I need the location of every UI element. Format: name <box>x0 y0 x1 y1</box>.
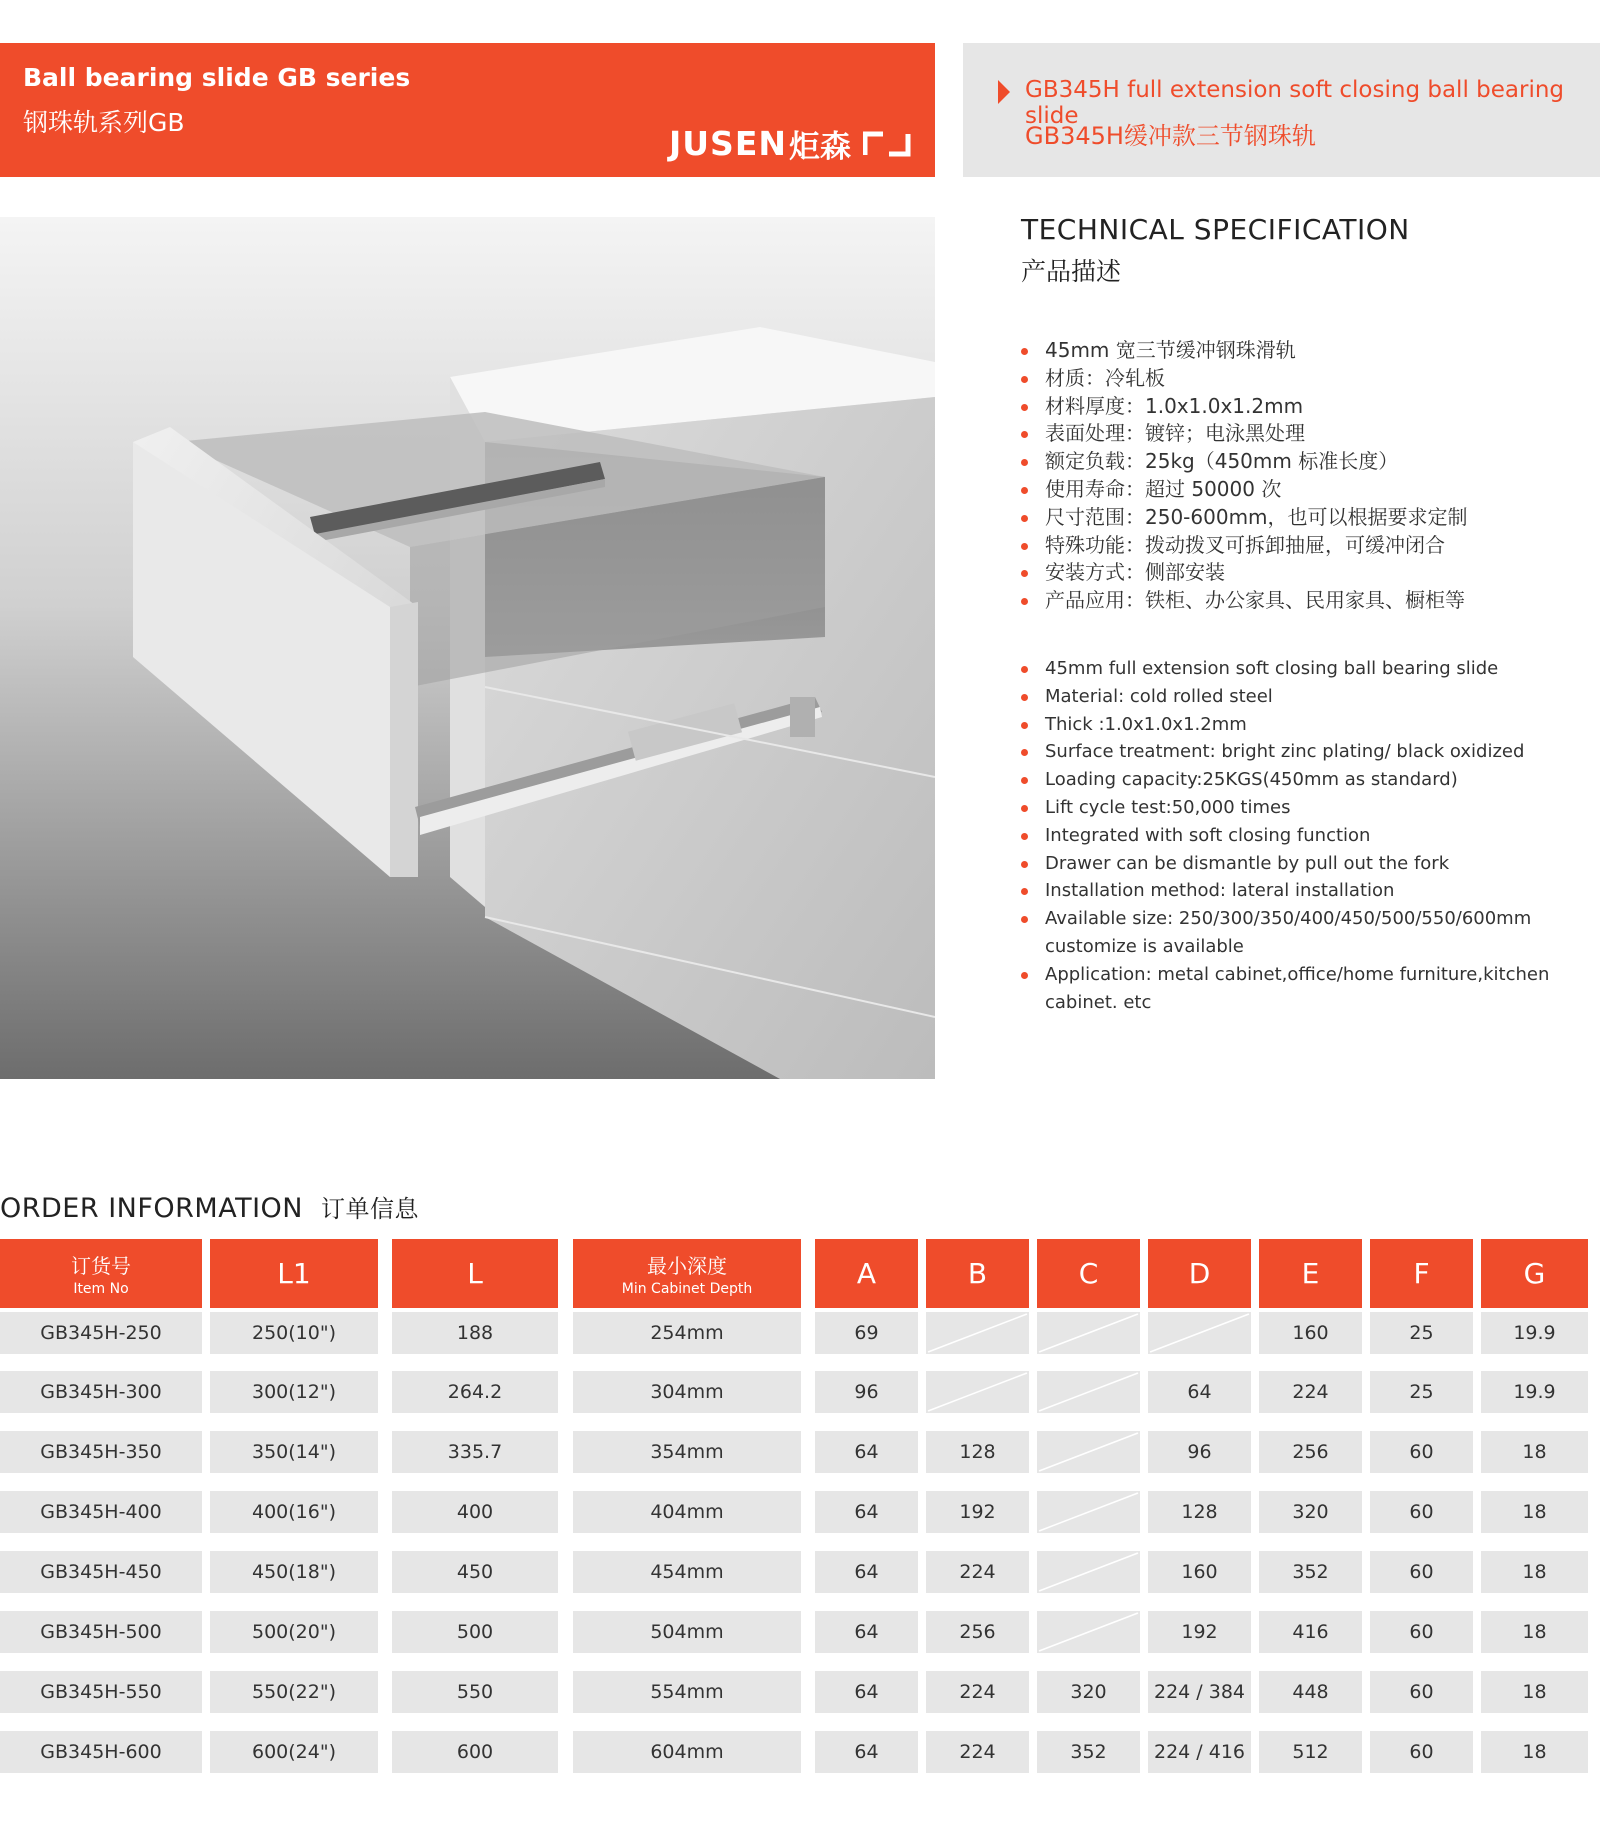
table-cell: 550(22") <box>210 1671 378 1713</box>
column-header-label: B <box>967 1257 988 1290</box>
table-cell: 320 <box>1037 1671 1140 1713</box>
table-cell: 454mm <box>573 1551 801 1593</box>
column-header-label: 订货号 <box>71 1254 131 1278</box>
brand-name-en: JUSEN <box>668 124 787 163</box>
table-cell: 64 <box>815 1551 918 1593</box>
table-cell: 60 <box>1370 1611 1473 1653</box>
arrow-right-icon <box>998 80 1010 104</box>
empty-cell <box>1037 1371 1140 1413</box>
table-cell: 128 <box>926 1431 1029 1473</box>
column-header-label: F <box>1413 1257 1430 1290</box>
table-cell: 352 <box>1037 1731 1140 1773</box>
table-cell: 300(12") <box>210 1371 378 1413</box>
table-cell: 224 <box>926 1551 1029 1593</box>
column-header-sublabel: Min Cabinet Depth <box>621 1281 753 1297</box>
spec-item: 使用寿命：超过 50000 次 <box>1021 476 1468 504</box>
table-cell: 60 <box>1370 1431 1473 1473</box>
product-name-en: GB345H full extension soft closing ball bearing slide <box>1025 77 1565 129</box>
spec-list-cn <box>1021 337 1468 615</box>
column-header-label: C <box>1078 1257 1099 1290</box>
empty-cell <box>1037 1491 1140 1533</box>
table-cell: 600 <box>392 1731 558 1773</box>
spec-title-cn: 产品描述 <box>1021 257 1122 286</box>
column-header <box>815 1239 918 1308</box>
table-cell: 18 <box>1481 1431 1588 1473</box>
table-cell: 448 <box>1259 1671 1362 1713</box>
table-cell: 224 / 384 <box>1148 1671 1251 1713</box>
table-cell: 224 / 416 <box>1148 1731 1251 1773</box>
table-cell: 250(10") <box>210 1312 378 1354</box>
table-cell: 354mm <box>573 1431 801 1473</box>
table-cell: 264.2 <box>392 1371 558 1413</box>
column-header <box>1481 1239 1588 1308</box>
diagonal-slash-icon <box>926 1371 1029 1413</box>
table-cell: 160 <box>1259 1312 1362 1354</box>
order-title-en: ORDER INFORMATION <box>0 1193 303 1224</box>
table-cell: GB345H-550 <box>0 1671 202 1713</box>
table-cell: 254mm <box>573 1312 801 1354</box>
table-cell: 450(18") <box>210 1551 378 1593</box>
spec-item: 材料厚度：1.0x1.0x1.2mm <box>1021 393 1468 421</box>
empty-cell <box>1037 1431 1140 1473</box>
table-cell: 18 <box>1481 1731 1588 1773</box>
empty-cell <box>1037 1611 1140 1653</box>
diagonal-slash-icon <box>926 1312 1029 1354</box>
table-cell: 64 <box>815 1491 918 1533</box>
table-cell: 500 <box>392 1611 558 1653</box>
spec-item: 产品应用：铁柜、办公家具、民用家具、橱柜等 <box>1021 587 1468 615</box>
column-header-sublabel: Item No <box>73 1281 129 1297</box>
column-header <box>1259 1239 1362 1308</box>
spec-item: 额定负载：25kg（450mm 标准长度） <box>1021 448 1468 476</box>
table-cell: GB345H-400 <box>0 1491 202 1533</box>
table-cell: 64 <box>815 1611 918 1653</box>
table-cell: GB345H-500 <box>0 1611 202 1653</box>
table-cell: 550 <box>392 1671 558 1713</box>
table-cell: GB345H-450 <box>0 1551 202 1593</box>
table-cell: 416 <box>1259 1611 1362 1653</box>
table-cell: GB345H-250 <box>0 1312 202 1354</box>
spec-item: Lift cycle test:50,000 times <box>1021 794 1600 822</box>
empty-cell <box>1148 1312 1251 1354</box>
spec-item: 材质：冷轧板 <box>1021 365 1468 393</box>
spec-item: 特殊功能：拨动拨叉可拆卸抽屉，可缓冲闭合 <box>1021 532 1468 560</box>
table-cell: 400(16") <box>210 1491 378 1533</box>
header-banner <box>0 43 935 177</box>
spec-item: Material: cold rolled steel <box>1021 683 1600 711</box>
column-header-label: L <box>467 1257 483 1290</box>
table-cell: 18 <box>1481 1611 1588 1653</box>
spec-item: Loading capacity:25KGS(450mm as standard) <box>1021 766 1600 794</box>
table-cell: 500(20") <box>210 1611 378 1653</box>
table-cell: 224 <box>1259 1371 1362 1413</box>
diagonal-slash-icon <box>1037 1491 1140 1533</box>
spec-item: Application: metal cabinet,office/home furniture,kitchen cabinet. etc <box>1021 961 1600 1017</box>
spec-item: Thick :1.0x1.0x1.2mm <box>1021 711 1600 739</box>
table-cell: 188 <box>392 1312 558 1354</box>
diagonal-slash-icon <box>1037 1551 1140 1593</box>
diagonal-slash-icon <box>1037 1611 1140 1653</box>
spec-item: Drawer can be dismantle by pull out the fork <box>1021 850 1600 878</box>
brand-mark-icon <box>863 131 911 157</box>
spec-item: Surface treatment: bright zinc plating/ black oxidized <box>1021 738 1600 766</box>
spec-item: customize is available <box>1045 935 1244 957</box>
diagonal-slash-icon <box>1037 1431 1140 1473</box>
table-cell: 60 <box>1370 1491 1473 1533</box>
product-photo <box>0 217 935 1079</box>
table-cell: 69 <box>815 1312 918 1354</box>
order-title-cn: 订单信息 <box>320 1195 419 1223</box>
column-header-label: G <box>1523 1257 1546 1290</box>
table-cell: 304mm <box>573 1371 801 1413</box>
table-cell: 450 <box>392 1551 558 1593</box>
table-cell: 350(14") <box>210 1431 378 1473</box>
table-cell: GB345H-600 <box>0 1731 202 1773</box>
table-cell: 18 <box>1481 1671 1588 1713</box>
column-header <box>1148 1239 1251 1308</box>
spec-item: 45mm 宽三节缓冲钢珠滑轨 <box>1021 337 1468 365</box>
table-cell: 60 <box>1370 1551 1473 1593</box>
table-cell: 224 <box>926 1731 1029 1773</box>
table-cell: 404mm <box>573 1491 801 1533</box>
table-cell: 64 <box>1148 1371 1251 1413</box>
column-header <box>210 1239 378 1308</box>
empty-cell <box>1037 1312 1140 1354</box>
spec-item: Installation method: lateral installation <box>1021 877 1600 905</box>
table-cell: 25 <box>1370 1312 1473 1354</box>
table-cell: GB345H-350 <box>0 1431 202 1473</box>
table-cell: 600(24") <box>210 1731 378 1773</box>
table-cell: 192 <box>1148 1611 1251 1653</box>
column-header <box>573 1239 801 1308</box>
empty-cell <box>926 1312 1029 1354</box>
spec-list-en <box>1021 655 1600 1016</box>
table-cell: GB345H-300 <box>0 1371 202 1413</box>
table-cell: 18 <box>1481 1491 1588 1533</box>
table-cell: 64 <box>815 1671 918 1713</box>
table-cell: 64 <box>815 1431 918 1473</box>
table-cell: 96 <box>815 1371 918 1413</box>
table-cell: 192 <box>926 1491 1029 1533</box>
product-name-cn: GB345H缓冲款三节钢珠轨 <box>1025 122 1316 150</box>
column-header <box>926 1239 1029 1308</box>
spec-item: 45mm full extension soft closing ball bearing slide <box>1021 655 1600 683</box>
diagonal-slash-icon <box>1037 1312 1140 1354</box>
table-cell: 160 <box>1148 1551 1251 1593</box>
column-header-label: L1 <box>277 1257 311 1290</box>
table-cell: 320 <box>1259 1491 1362 1533</box>
empty-cell <box>926 1371 1029 1413</box>
spec-item: 表面处理：镀锌；电泳黑处理 <box>1021 420 1468 448</box>
table-cell: 19.9 <box>1481 1371 1588 1413</box>
table-cell: 256 <box>1259 1431 1362 1473</box>
table-cell: 400 <box>392 1491 558 1533</box>
empty-cell <box>1037 1551 1140 1593</box>
table-cell: 224 <box>926 1671 1029 1713</box>
column-header <box>1370 1239 1473 1308</box>
column-header-label: 最小深度 <box>647 1254 727 1278</box>
spec-item: 尺寸范围：250-600mm，也可以根据要求定制 <box>1021 504 1468 532</box>
spec-item: Integrated with soft closing function <box>1021 822 1600 850</box>
order-title <box>0 1189 419 1224</box>
spec-item: 安装方式：侧部安装 <box>1021 559 1468 587</box>
series-title-en: Ball bearing slide GB series <box>23 63 411 92</box>
table-cell: 335.7 <box>392 1431 558 1473</box>
column-header <box>1037 1239 1140 1308</box>
table-cell: 18 <box>1481 1551 1588 1593</box>
table-cell: 604mm <box>573 1731 801 1773</box>
column-header <box>0 1239 202 1308</box>
diagonal-slash-icon <box>1037 1371 1140 1413</box>
brand-name-cn: 炬森 <box>789 129 851 165</box>
column-header <box>392 1239 558 1308</box>
table-cell: 19.9 <box>1481 1312 1588 1354</box>
table-cell: 128 <box>1148 1491 1251 1533</box>
column-header-label: D <box>1188 1257 1211 1290</box>
table-cell: 60 <box>1370 1731 1473 1773</box>
diagonal-slash-icon <box>1148 1312 1251 1354</box>
column-header-label: E <box>1301 1257 1320 1290</box>
table-cell: 256 <box>926 1611 1029 1653</box>
table-cell: 512 <box>1259 1731 1362 1773</box>
table-cell: 64 <box>815 1731 918 1773</box>
table-cell: 25 <box>1370 1371 1473 1413</box>
product-name-panel <box>963 43 1600 177</box>
brand-logo <box>669 121 911 166</box>
series-title-cn: 钢珠轨系列GB <box>23 108 185 137</box>
table-cell: 352 <box>1259 1551 1362 1593</box>
spec-item: Available size: 250/300/350/400/450/500/550/600mm <box>1021 905 1600 933</box>
column-header-label: A <box>856 1257 877 1290</box>
table-cell: 554mm <box>573 1671 801 1713</box>
table-cell: 96 <box>1148 1431 1251 1473</box>
table-cell: 60 <box>1370 1671 1473 1713</box>
table-cell: 504mm <box>573 1611 801 1653</box>
spec-title-en: TECHNICAL SPECIFICATION <box>1021 213 1410 246</box>
